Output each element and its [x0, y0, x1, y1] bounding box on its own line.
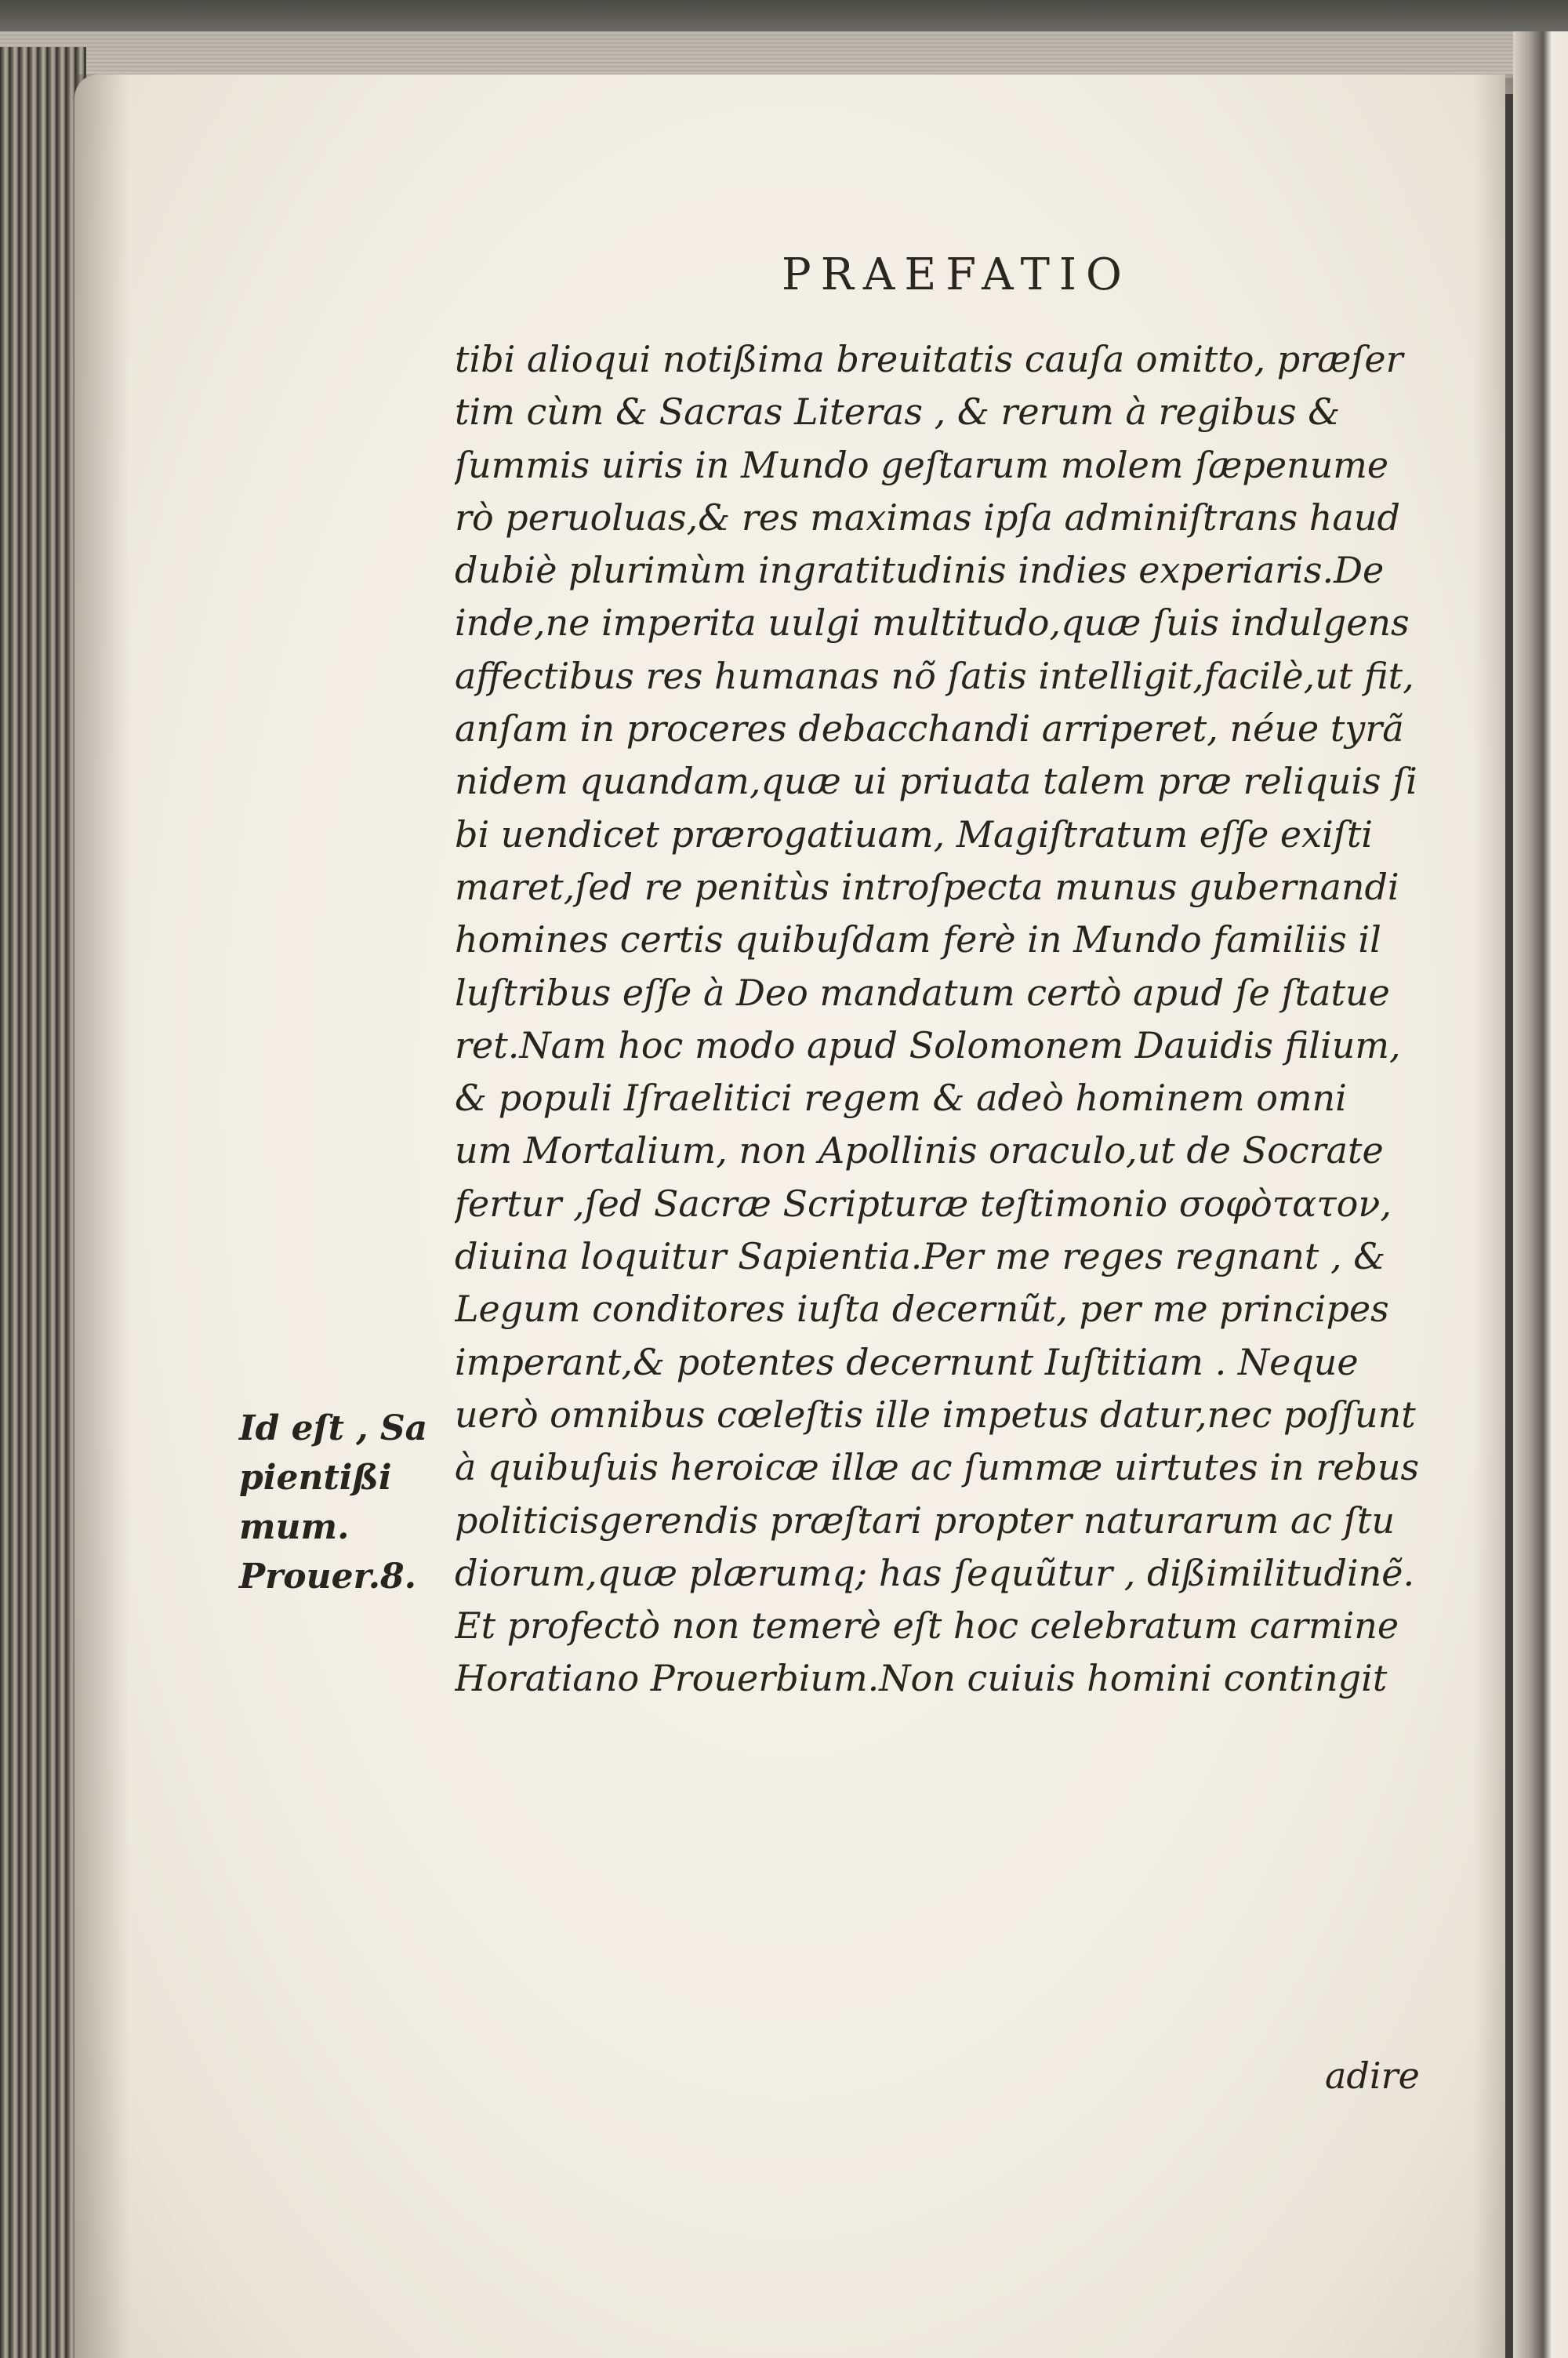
text-line: tim cùm & Sacras Literas , & rerum à regibus & [455, 391, 1341, 434]
book-left-edge [0, 47, 86, 2358]
text-line: Et profectò non temerè eſt hoc celebratum carmine [455, 1604, 1399, 1648]
text-line: fertur ,ſed Sacræ Scripturæ teſtimonio σοφὸτατον, [455, 1182, 1392, 1225]
margin-note-line: pientißi [239, 1458, 392, 1498]
text-line: luſtribus eſſe à Deo mandatum certò apud ſe ſtatue [455, 971, 1390, 1014]
text-line: diorum,quæ plærumq; has ſequũtur , dißimilitudinẽ. [455, 1551, 1415, 1594]
catchword: adire [1325, 2055, 1420, 2097]
text-line: tibi alioqui notißima breuitatis cauſa omitto, præſer [455, 338, 1403, 380]
text-line: Horatiano Prouerbium.Non cuiuis homini contingit [455, 1657, 1388, 1700]
margin-note-line: Id eſt , Sa [239, 1408, 428, 1448]
gutter-shadow [74, 74, 129, 2358]
text-line: imperant,& potentes decernunt Iuſtitiam . Neque [455, 1340, 1359, 1383]
text-line: uerò omnibus cœleſtis ille impetus datur,nec poſſunt [455, 1393, 1416, 1436]
text-line: maret,ſed re penitùs introſpecta munus gubernandi [455, 865, 1399, 908]
margin-note [239, 1404, 427, 1601]
text-line: Legum conditores iuſta decernũt, per me principes [455, 1288, 1389, 1331]
main-text-block [455, 333, 1450, 1706]
text-line: affectibus res humanas nõ ſatis intelligit,facilè,ut fit, [455, 654, 1414, 697]
text-line: & populi Iſraelitici regem & adeò hominem omni [455, 1077, 1347, 1120]
text-line: homines certis quibuſdam ferè in Mundo familiis il [455, 918, 1381, 961]
text-line: ſummis uiris in Mundo geſtarum molem ſæpenume [455, 443, 1389, 486]
text-line: bi uendicet prærogatiuam, Magiſtratum eſſe exiſti [455, 812, 1374, 856]
text-line: inde,ne imperita uulgi multitudo,quæ ſuis indulgens [455, 601, 1410, 645]
text-line: politicisgerendis præſtari propter naturarum ac ſtu [455, 1499, 1395, 1542]
text-line: anſam in proceres debacchandi arriperet, néue tyrã [455, 707, 1404, 750]
text-line: à quibuſuis heroicæ illæ ac ſummæ uirtutes in rebus [455, 1446, 1420, 1489]
text-line: rò peruoluas,& res maximas ipſa adminiſtrans haud [455, 496, 1400, 539]
text-line: diuina loquitur Sapientia.Per me reges regnant , & [455, 1235, 1386, 1278]
text-line: dubiè plurimùm ingratitudinis indies experiaris.De [455, 549, 1385, 592]
book-top-pages [0, 31, 1537, 78]
text-line: ret.Nam hoc modo apud Solomonem Dauidis filium, [455, 1023, 1401, 1066]
book-right-edge [1513, 31, 1568, 2358]
running-head: PRAEFATIO [782, 249, 1131, 300]
margin-note-line: Prouer.8. [239, 1557, 416, 1597]
page-edge-shadow [1474, 74, 1513, 2358]
text-line: nidem quandam,quæ ui priuata talem præ reliquis ſi [455, 760, 1417, 803]
text-line: um Mortalium, non Apollinis oraculo,ut de Socrate [455, 1129, 1384, 1172]
margin-note-line: mum. [239, 1507, 350, 1547]
